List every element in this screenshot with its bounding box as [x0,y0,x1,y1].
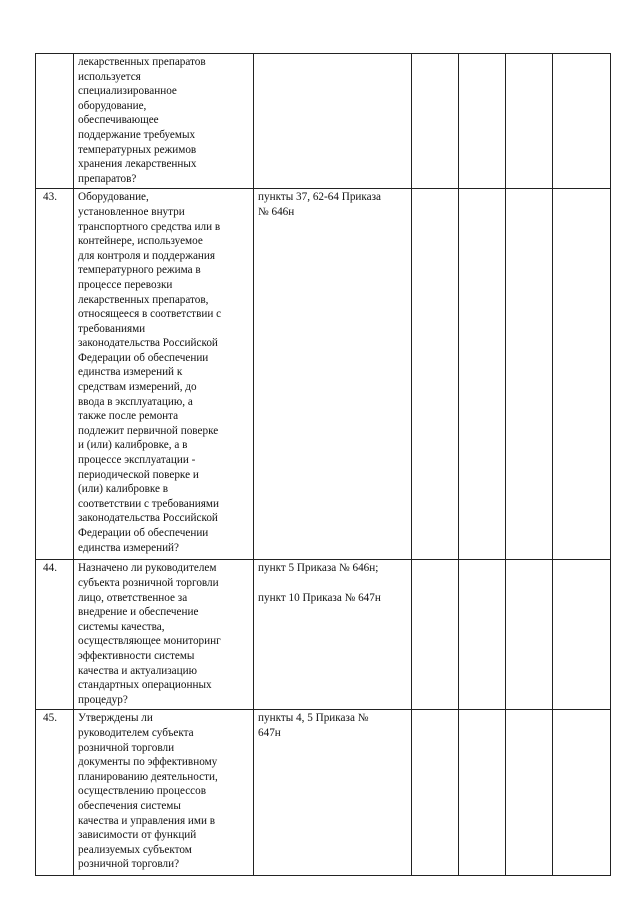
table-row [36,189,611,560]
legal-reference: пункты 37, 62-64 Приказа № 646н [254,189,412,560]
answer-cell-no [459,710,506,876]
answer-cell-no [459,54,506,189]
requirement-question: лекарственных препаратов используется специализированное оборудование, обеспечивающее поддержание требуемых температурных режимов хранения лекарственных препаратов? [74,54,254,189]
checklist-page [35,53,610,876]
answer-cell-yes [412,189,459,560]
legal-reference: пункты 4, 5 Приказа № 647н [254,710,412,876]
notes-cell [553,560,611,710]
row-number: 45. [36,710,74,876]
answer-cell-na [506,189,553,560]
answer-cell-na [506,54,553,189]
answer-cell-no [459,560,506,710]
table-row [36,560,611,710]
notes-cell [553,189,611,560]
notes-cell [553,710,611,876]
answer-cell-na [506,560,553,710]
row-number [36,54,74,189]
row-number: 44. [36,560,74,710]
legal-reference: пункт 5 Приказа № 646н; пункт 10 Приказа № 647н [254,560,412,710]
row-number: 43. [36,189,74,560]
answer-cell-yes [412,54,459,189]
checklist-table [35,53,611,876]
table-row [36,710,611,876]
answer-cell-no [459,189,506,560]
legal-reference [254,54,412,189]
requirement-question: Назначено ли руководителем субъекта розничной торговли лицо, ответственное за внедрение и обеспечение системы качества, осуществляющее мониторинг эффективности системы качества и актуализацию стандартных операционных процедур? [74,560,254,710]
requirement-question: Утверждены ли руководителем субъекта розничной торговли документы по эффективному планированию деятельности, осуществлению процессов обеспечения системы качества и управления ими в зависимости от функций реализуемых субъектом розничной торговли? [74,710,254,876]
answer-cell-na [506,710,553,876]
notes-cell [553,54,611,189]
requirement-question: Оборудование, установленное внутри транспортного средства или в контейнере, используемое для контроля и поддержания температурного режима в процессе перевозки лекарственных препаратов, относящееся в соответствии с требованиями законодательства Российской Федерации об обеспечении единства измерений к средствам измерений, до ввода в эксплуатацию, а также после ремонта подлежит первичной поверке и (или) калибровке, а в процессе эксплуатации - периодической поверке и (или) калибровке в соответствии с требованиями законодательства Российской Федерации об обеспечении единства измерений? [74,189,254,560]
answer-cell-yes [412,560,459,710]
answer-cell-yes [412,710,459,876]
table-row [36,54,611,189]
